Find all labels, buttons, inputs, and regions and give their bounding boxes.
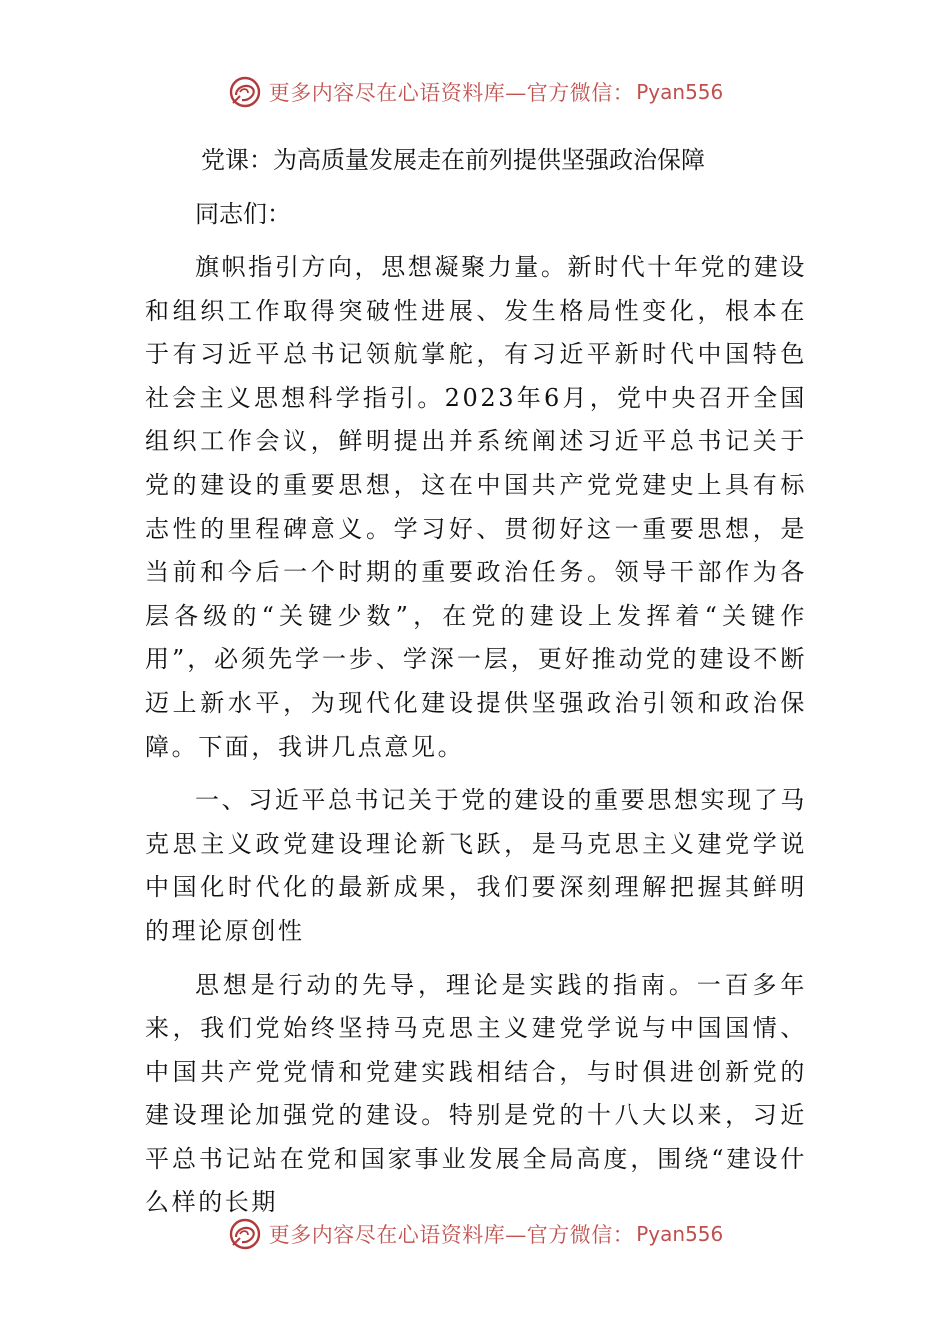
watermark-text: 更多内容尽在心语资料库—官方微信： [268, 81, 635, 105]
watermark-wechat-id: Pyan556 [636, 1222, 724, 1246]
section-heading-1: 一、习近平总书记关于党的建设的重要思想实现了马克思主义政党建设理论新飞跃，是马克思主义建党学说中国化时代化的最新成果，我们要深刻理解把握其鲜明的理论原创性 [145, 786, 807, 945]
watermark-text: 更多内容尽在心语资料库—官方微信： [268, 1223, 635, 1247]
document-title: 党课：为高质量发展走在前列提供坚强政治保障 [201, 146, 705, 174]
watermark-banner-top [0, 72, 950, 112]
watermark-banner-bottom [0, 1214, 950, 1254]
heart-swirl-logo-icon [227, 74, 263, 110]
salutation: 同志们： [195, 200, 291, 228]
document-body [145, 138, 807, 1225]
watermark-wechat-id: Pyan556 [636, 80, 724, 104]
paragraph-intro: 旗帜指引方向，思想凝聚力量。新时代十年党的建设和组织工作取得突破性进展、发生格局性变化，根本在于有习近平总书记领航掌舵，有习近平新时代中国特色社会主义思想科学指引。2023年6月，党中央召开全国组织工作会议，鲜明提出并系统阐述习近平总书记关于党的建设的重要思想，这在中国共产党党建史上具有标志性的里程碑意义。学习好、贯彻好这一重要思想，是当前和今后一个时期的重要政治任务。领导干部作为各层各级的“关键少数”，在党的建设上发挥着“关键作用”，必须先学一步、学深一层，更好推动党的建设不断迈上新水平，为现代化建设提供坚强政治引领和政治保障。下面，我讲几点意见。 [145, 253, 807, 761]
paragraph-section-1: 思想是行动的先导，理论是实践的指南。一百多年来，我们党始终坚持马克思主义建党学说与中国国情、中国共产党党情和党建实践相结合，与时俱进创新党的建设理论加强党的建设。特别是党的十八大以来，习近平总书记站在党和国家事业发展全局高度，围绕“建设什么样的长期 [145, 970, 807, 1217]
heart-swirl-logo-icon [227, 1216, 263, 1252]
